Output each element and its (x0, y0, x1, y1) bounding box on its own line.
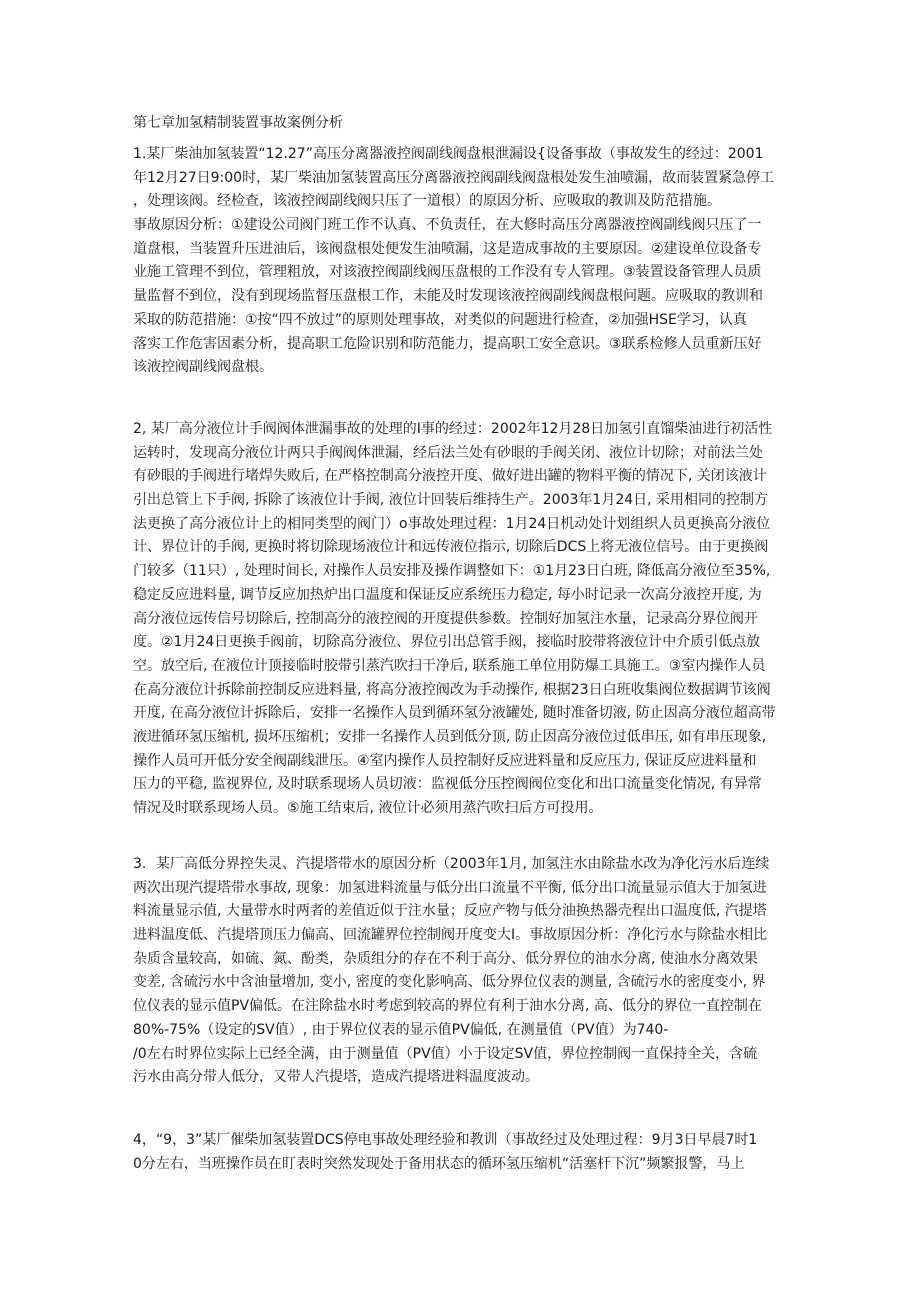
paragraph-line: 引出总管上下手阀, 拆除了该液位计手阀, 液位计回装后维持生产。2003年1月24日, 采用相同的控制方 (133, 492, 769, 509)
paragraph-line: 料流量显示值, 大量带水时两者的差值近似于注水量；反应产物与低分油换热器壳程出口温度低, 汽提塔 (133, 903, 767, 920)
paragraph-line: 2, 某厂高分液位计手阀阀体泄漏事故的处理的I事的经过：2002年12月28日加氢引直馏柴油进行初活性 (133, 421, 773, 437)
paragraph-line: 开度, 在高分液位计拆除后，安排一名操作人员到循环氢分液罐处, 随时准备切液, 防止因高分液位超高带 (133, 705, 776, 722)
paragraph-line: 操作人员可开低分安全阀副线泄压。④室内操作人员控制好反应进料量和反应压力, 保证反应进料量和 (133, 752, 757, 769)
paragraph-line: 量监督不到位，没有到现场监督压盘根工作，未能及时发现该液控阀副线阀盘根问题。应吸取的教训和 (133, 288, 763, 305)
paragraph-line: 稳定反应进料量, 调节反应加热炉出口温度和保证反应系统压力稳定, 每小时记录一次高分液控开度, 为 (133, 586, 762, 603)
paragraph-line: 液进循环氢压缩机, 损坏压缩机；安排一名操作人员到低分顶, 防止因高分液位过低串压, 如有串压现象, (133, 728, 767, 745)
paragraph-line: 80%-75%（设定的SV值）, 由于界位仪表的显示值PV偏低, 在测量值（PV值）为740- (133, 1021, 669, 1038)
paragraph-line: 4，“9，3”某厂催柴加氢装置DCS停电事故处理经验和教训（事故经过及处理过程：9月3日早晨7时1 (133, 1132, 758, 1148)
paragraph-line: 该液控阀副线阀盘根。 (133, 359, 273, 376)
paragraph-line: 计、界位计的手阀, 更换时将切除现场液位计和远传液位指示, 切除后DCS上将无液位信号。由于更换阀 (133, 539, 769, 556)
paragraph-line: 落实工作危害因素分析，提高职工危险识别和防范能力，提高职工安全意识。③联系检修人员重新压好 (133, 335, 762, 352)
paragraph-line: 高分液位远传信号切除后, 控制高分的液控阀的开度提供参数。控制好加氢注水量，记录高分界位阀开 (133, 610, 758, 627)
paragraph-line: 运转时，发现高分液位计两只手阀阀体泄漏，经后法兰处有砂眼的手阀关闭、液位计切除；对前法兰处 (133, 444, 763, 461)
paragraph-line: 情况及时联系现场人员。⑤施工结束后, 液位计必须用蒸汽吹扫后方可投用。 (133, 800, 603, 816)
case-2-paragraph (133, 418, 793, 821)
paragraph-line: 事故原因分析：①建设公司阀门班工作不认真、不负责任，在大修时高压分离器液控阀副线阀只压了一 (133, 217, 762, 234)
paragraph-line: 压力的平稳, 监视界位, 及时联系现场人员切液：监视低分压控阀阀位变化和出口流量变化情况, 有异常 (133, 776, 762, 793)
paragraph-line: 两次出现汽提塔带水事故, 现象：加氢进料流量与低分出口流量不平衡, 低分出口流量显示值大于加氢进 (133, 879, 767, 896)
case-1-paragraph (133, 143, 793, 380)
paragraph-line: 污水由高分带人低分，又带人汽提塔，造成汽提塔进料温度波动。 (133, 1069, 539, 1086)
case-3-paragraph (133, 853, 793, 1090)
paragraph-line: 法更换了高分液位计上的相同类型的阀门）o事故处理过程：1月24日机动处计划组织人员更换高分液位 (133, 515, 771, 532)
paragraph-line: 3．某厂高低分界控失灵、汽提塔带水的原因分析（2003年1月, 加氢注水由除盐水改为净化污水后连续 (133, 856, 770, 872)
paragraph-line: 变差, 含硫污水中含油量增加, 变小, 密度的变化影响高、低分界位仪表的测量, 含硫污水的密度变小, 界 (133, 974, 766, 991)
paragraph-line: ，处理该阀。经检查，该液控阀副线阀只压了一道根）的原因分析、应吸取的教训及防范措施。 (133, 193, 721, 210)
paragraph-line: 进料温度低、汽提塔顶压力偏高、回流罐界位控制阀开度变大I。事故原因分析：净化污水与除盐水相比 (133, 927, 768, 944)
paragraph-line: /0左右时界位实际上已经全满，由于测量值（PV值）小于设定SV值，界位控制阀一直保持全关，含硫 (133, 1045, 758, 1062)
paragraph-line: 业施工管理不到位，管理粗放，对该液控阀副线阀压盘根的工作没有专人管理。③装置设备管理人员质 (133, 264, 762, 281)
paragraph-line: 杂质含量较高，如硫、氮、酚类，杂质组分的存在不利于高分、低分界位的油水分离, 使油水分离效果 (133, 950, 758, 967)
paragraph-line: 0分左右，当班操作员在盯表时突然发现处于备用状态的循环氢压缩机“活塞杆下沉”频繁报警，马上 (133, 1155, 745, 1172)
chapter-title: 第七章加氢精制装置事故案例分析 (133, 115, 343, 131)
paragraph-line: 有砂眼的手阀进行堵焊失败后, 在严格控制高分液控开度、做好进出罐的物料平衡的情况下, 关闭该液计 (133, 468, 767, 485)
paragraph-line: 位仪表的显示值PV偏低。在注除盐水时考虑到较高的界位有利于油水分离, 高、低分的界位一直控制在 (133, 998, 762, 1015)
paragraph-line: 度。②1月24日更换手阀前，切除高分液位、界位引出总管手阀，接临时胶带将液位计中介质引低点放 (133, 634, 761, 651)
paragraph-line: 门较多（11只）, 处理时间长, 对操作人员安排及操作调整如下：①1月23日白班, 降低高分液位至35%, (133, 563, 771, 580)
case-4-paragraph (133, 1129, 793, 1176)
paragraph-line: 年12月27日9:00时，某厂柴油加氢装置高压分离器液控阀副线阀盘根处发生油喷漏，故而装置紧急停工 (133, 169, 775, 186)
paragraph-line: 在高分液位计拆除前控制反应进料量, 将高分液控阀改为手动操作, 根据23日白班收集阀位数据调节该阀 (133, 681, 771, 698)
paragraph-line: 空。放空后, 在液位计顶接临时胶带引蒸汽吹扫干净后, 联系施工单位用防爆工具施工。③室内操作人员 (133, 657, 766, 674)
paragraph-line: 1.某厂柴油加氢装置“12.27”高压分离器液控阀副线阀盘根泄漏设{设备事故（事故发生的经过：2001 (133, 146, 764, 162)
paragraph-line: 采取的防范措施：①按“四不放过”的原则处理事故，对类似的问题进行检查，②加强HSE学习，认真 (133, 311, 747, 328)
paragraph-line: 道盘根，当装置升压进油后，该阀盘根处便发生油喷漏，这是造成事故的主要原因。②建设单位设备专 (133, 240, 762, 257)
